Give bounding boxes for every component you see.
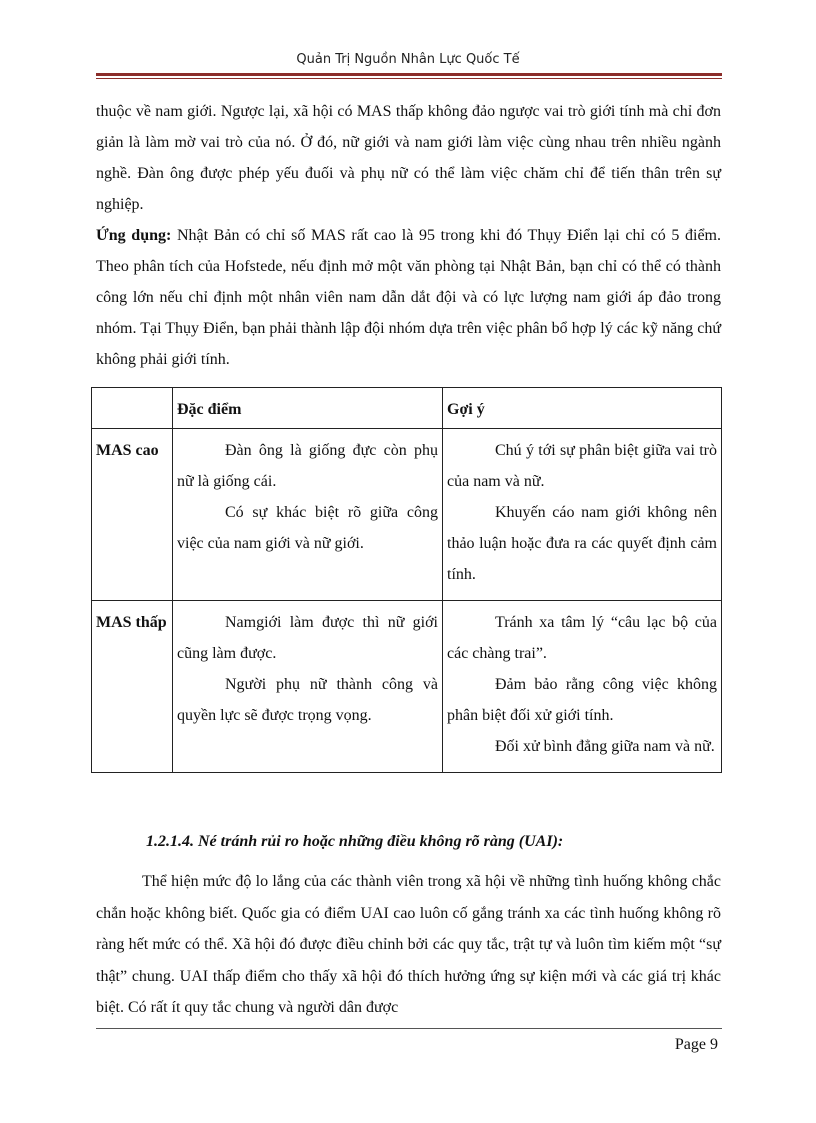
- table-header-suggestions: Gợi ý: [443, 388, 722, 429]
- section-heading: 1.2.1.4. Né tránh rủi ro hoặc những điều không rõ ràng (UAI):: [146, 833, 564, 850]
- footer-rule: [96, 1028, 722, 1029]
- table-row: [92, 601, 722, 773]
- table-header-cell-empty: [92, 388, 173, 429]
- suggestion-item: Khuyến cáo nam giới không nên thảo luận hoặc đưa ra các quyết định cảm tính.: [447, 504, 717, 583]
- application-text: Nhật Bản có chỉ số MAS rất cao là 95 trong khi đó Thụy Điển lại chỉ có 5 điểm. Theo phân tích của Hofstede, nếu định mở một văn phòng tại Nhật Bản, bạn chỉ có thể có thành công lớn nếu chỉ định một nhân viên nam dẫn dắt đội và có lực lượng nam giới áp đảo trong nhóm. Tại Thụy Điển, bạn phải thành lập đội nhóm dựa trên việc phân bổ hợp lý các kỹ năng chứ không phải giới tính.: [96, 227, 722, 368]
- page-number: Page 9: [674, 1036, 718, 1053]
- table-header-row: [92, 388, 722, 429]
- application-label: Ứng dụng:: [96, 227, 172, 244]
- header-rule-thin: [96, 78, 722, 79]
- row-label-mas-low: MAS thấp: [92, 601, 173, 773]
- paragraph-uai: Thể hiện mức độ lo lắng của các thành viên trong xã hội về những tình huống không chắc chắn hoặc không biết. Quốc gia có điểm UAI cao luôn cố gắng tránh xa các tình huống không rõ ràng hết mức có thể. Xã hội đó được điều chỉnh bởi các quy tắc, trật tự và luôn tìm kiếm một “sự thật” chung. UAI thấp điểm cho thấy xã hội đó thích hưởng ứng sự kiện mới và các giá trị khác biệt. Có rất ít quy tắc chung và người dân được: [96, 873, 721, 1016]
- paragraph-application: [96, 220, 721, 375]
- suggestion-item: Chú ý tới sự phân biệt giữa vai trò của nam và nữ.: [447, 442, 717, 490]
- features-cell: [173, 601, 443, 773]
- paragraph-mas-low: thuộc về nam giới. Ngược lại, xã hội có MAS thấp không đảo ngược vai trò giới tính mà chỉ đơn giản là làm mờ vai trò của nó. Ở đó, nữ giới và nam giới làm việc cùng nhau trên nhiều ngành nghề. Đàn ông được phép yếu đuối và phụ nữ có thể làm việc chăm chỉ để tiến thân trên sự nghiệp.: [96, 103, 721, 213]
- header-rule-thick: [96, 73, 722, 76]
- row-label-mas-high: MAS cao: [92, 429, 173, 601]
- feature-item: Có sự khác biệt rõ giữa công việc của nam giới và nữ giới.: [177, 504, 438, 552]
- feature-item: Đàn ông là giống đực còn phụ nữ là giống cái.: [177, 442, 438, 490]
- body-text: [96, 96, 721, 375]
- feature-item: Namgiới làm được thì nữ giới cũng làm được.: [177, 614, 438, 662]
- features-cell: [173, 429, 443, 601]
- suggestions-cell: [443, 601, 722, 773]
- section-body: [96, 866, 721, 1024]
- feature-item: Người phụ nữ thành công và quyền lực sẽ được trọng vọng.: [177, 676, 438, 724]
- suggestion-item: Đối xử bình đẳng giữa nam và nữ.: [495, 738, 715, 755]
- page-header-title: Quản Trị Nguồn Nhân Lực Quốc Tế: [296, 52, 520, 67]
- table-row: [92, 429, 722, 601]
- suggestion-item: Tránh xa tâm lý “câu lạc bộ của các chàng trai”.: [447, 614, 717, 662]
- table-header-features: Đặc điểm: [173, 388, 443, 429]
- mas-comparison-table: [91, 387, 722, 773]
- suggestions-cell: [443, 429, 722, 601]
- suggestion-item: Đảm bảo rằng công việc không phân biệt đối xử giới tính.: [447, 676, 717, 724]
